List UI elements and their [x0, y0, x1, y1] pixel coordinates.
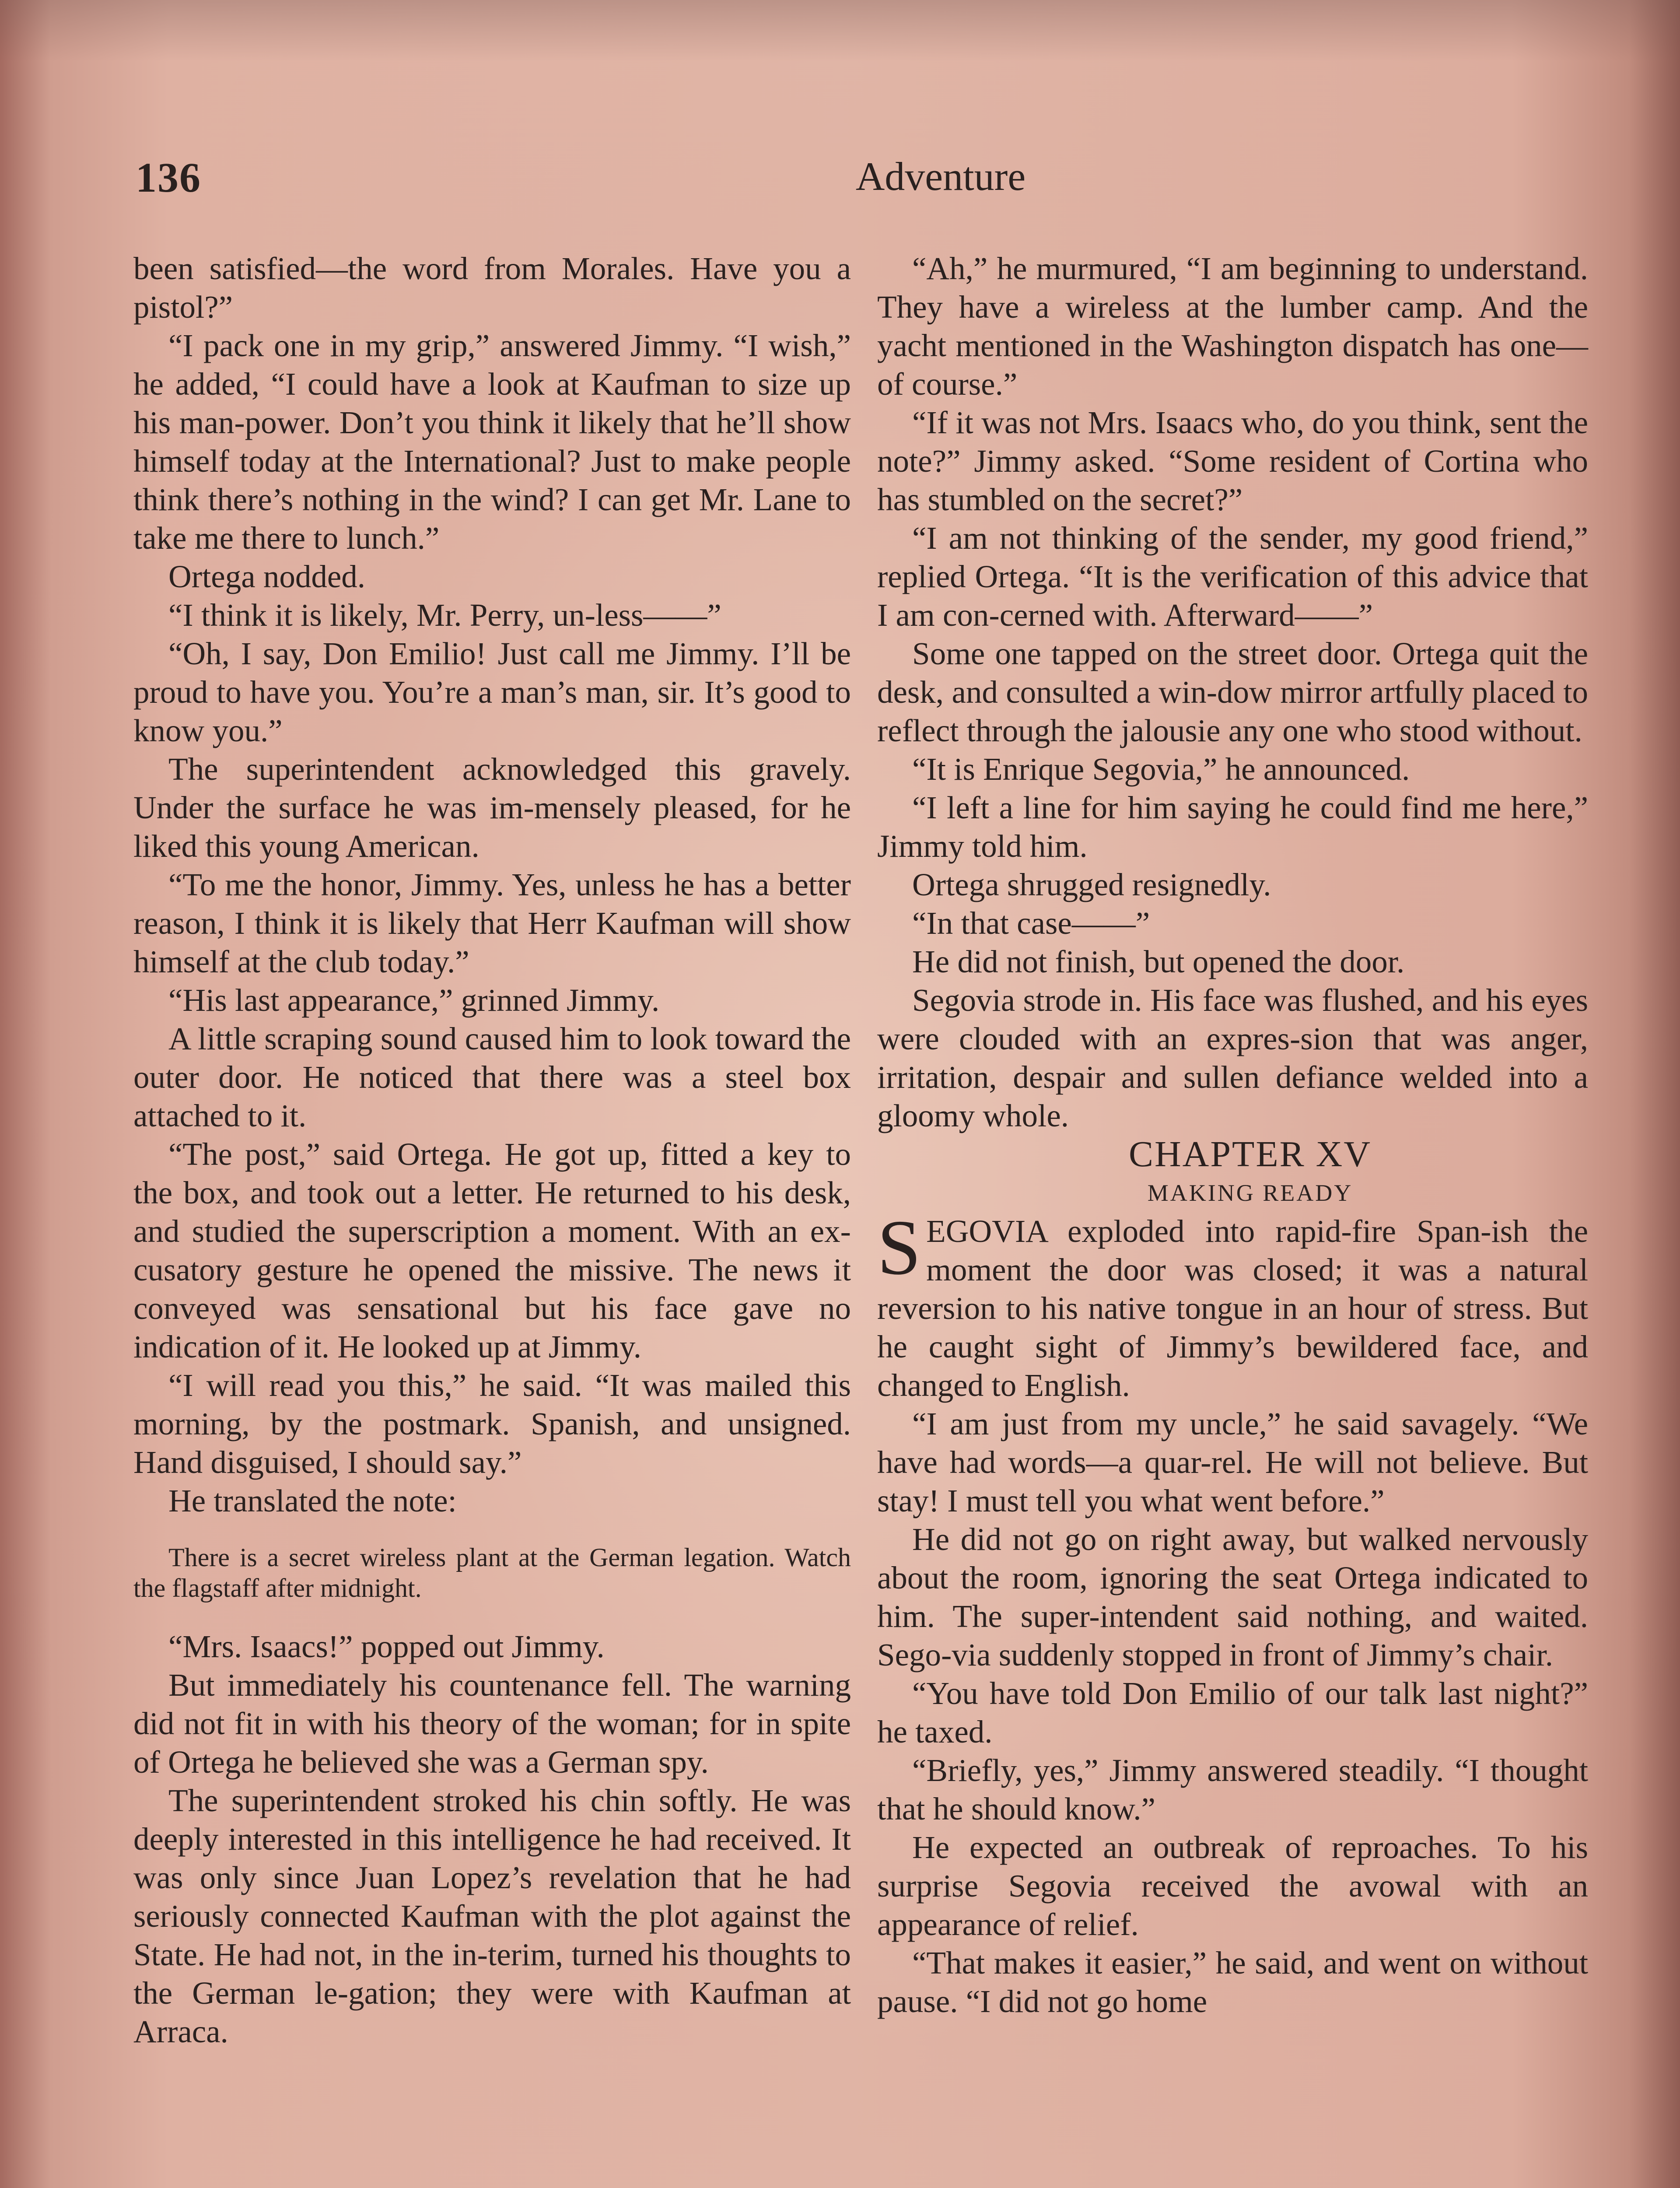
paragraph: “His last appearance,” grinned Jimmy. [168, 982, 660, 1018]
paragraph: He translated the note: [168, 1483, 457, 1518]
quoted-note: There is a secret wireless plant at the German legation. Watch the flagstaff after midnight. [133, 1543, 851, 1602]
paragraph: “Briefly, yes,” Jimmy answered steadily. “I thought that he should know.” [877, 1753, 1588, 1827]
paragraph: He did not go on right away, but walked nervously about the room, ignoring the seat Ortega indicated to him. The super-intendent said nothing, and waited. Sego-via suddenly stopped in front of Jimmy’s chair. [877, 1522, 1588, 1673]
paragraph: “I am just from my uncle,” he said savagely. “We have had words—a quar-rel. He will not believe. But stay! I must tell you what went before.” [877, 1406, 1588, 1518]
left-column [133, 249, 851, 2051]
paragraph: “To me the honor, Jimmy. Yes, unless he has a better reason, I think it is likely that Herr Kaufman will show himself at the club today.” [133, 867, 851, 979]
paragraph: Segovia strode in. His face was flushed, and his eyes were clouded with an expres-sion that was anger, irritation, despair and sullen defiance welded into a gloomy whole. [877, 982, 1588, 1133]
chapter-opening-paragraph [877, 1204, 1588, 1405]
paragraph: “I left a line for him saying he could find me here,” Jimmy told him. [877, 790, 1588, 864]
paragraph: “It is Enrique Segovia,” he announced. [912, 751, 1410, 787]
paragraph: Ortega shrugged resignedly. [912, 867, 1271, 902]
paragraph: He did not finish, but opened the door. [912, 944, 1405, 979]
paragraph: The superintendent acknowledged this gravely. Under the surface he was im-mensely pleased, for he liked this young American. [133, 751, 851, 864]
paragraph: “I think it is likely, Mr. Perry, un-less——” [168, 597, 721, 633]
paragraph: “I pack one in my grip,” answered Jimmy. “I wish,” he added, “I could have a look at Kaufman to size up his man-power. Don’t you think it likely that he’ll show himself today at the International? Just to make people think there’s nothing in the wind? I can get Mr. Lane to take me there to lunch.” [133, 328, 851, 556]
paragraph: The superintendent stroked his chin softly. He was deeply interested in this intelligence he had received. It was only since Juan Lopez’s revelation that he had seriously connected Kaufman with the plot against the State. He had not, in the in-terim, turned his thoughts to the German le-gation; they were with Kaufman at Arraca. [133, 1783, 851, 2049]
paragraph: A little scraping sound caused him to look toward the outer door. He noticed that there was a steel box attached to it. [133, 1021, 851, 1133]
chapter-subtitle: MAKING READY [1147, 1180, 1353, 1206]
paragraph: “If it was not Mrs. Isaacs who, do you think, sent the note?” Jimmy asked. “Some resident of Cortina who has stumbled on the secret?” [877, 405, 1588, 517]
page-number: 136 [136, 154, 201, 201]
paragraph: “Ah,” he murmured, “I am beginning to understand. They have a wireless at the lumber camp. And the yacht mentioned in the Washington dispatch has one—of course.” [877, 251, 1588, 402]
paragraph: He expected an outbreak of reproaches. To his surprise Segovia received the avowal with an appearance of relief. [877, 1830, 1588, 1942]
right-column [877, 249, 1588, 2021]
chapter-heading: CHAPTER XV [1128, 1134, 1372, 1175]
running-title: Adventure [855, 154, 1026, 199]
paragraph: But immediately his countenance fell. The warning did not fit in with his theory of the woman; for in spite of Ortega he believed she was a German spy. [133, 1667, 851, 1780]
paragraph: “The post,” said Ortega. He got up, fitted a key to the box, and took out a letter. He returned to his desk, and studied the superscription a moment. With an ex-cusatory gesture he opened the missive. The news it conveyed was sensational but his face gave no indication of it. He looked up at Jimmy. [133, 1136, 851, 1364]
opening-text: EGOVIA exploded into rapid-fire Span-ish the moment the door was closed; it was a natural reversion to his native tongue in an hour of stress. But he caught sight of Jimmy’s bewildered face, and changed to English. [877, 1213, 1588, 1403]
paragraph: “Oh, I say, Don Emilio! Just call me Jimmy. I’ll be proud to have you. You’re a man’s man, sir. It’s good to know you.” [133, 636, 851, 748]
drop-cap: S [877, 1204, 921, 1291]
paragraph: been satisfied—the word from Morales. Have you a pistol?” [133, 251, 851, 325]
paragraph: “In that case——” [912, 905, 1150, 941]
paragraph: “That makes it easier,” he said, and went on without pause. “I did not go home [877, 1945, 1588, 2019]
paragraph: “I will read you this,” he said. “It was mailed this morning, by the postmark. Spanish, and unsigned. Hand disguised, I should say.” [133, 1368, 851, 1480]
paragraph: “You have told Don Emilio of our talk last night?” he taxed. [877, 1676, 1588, 1750]
paragraph: Ortega nodded. [168, 559, 366, 594]
paragraph: Some one tapped on the street door. Ortega quit the desk, and consulted a win-dow mirror artfully placed to reflect through the jalousie any one who stood without. [877, 636, 1588, 748]
paragraph: “Mrs. Isaacs!” popped out Jimmy. [168, 1629, 605, 1664]
paragraph: “I am not thinking of the sender, my good friend,” replied Ortega. “It is the verification of this advice that I am con-cerned with. Afterward——” [877, 520, 1588, 633]
page-header [136, 153, 1588, 214]
